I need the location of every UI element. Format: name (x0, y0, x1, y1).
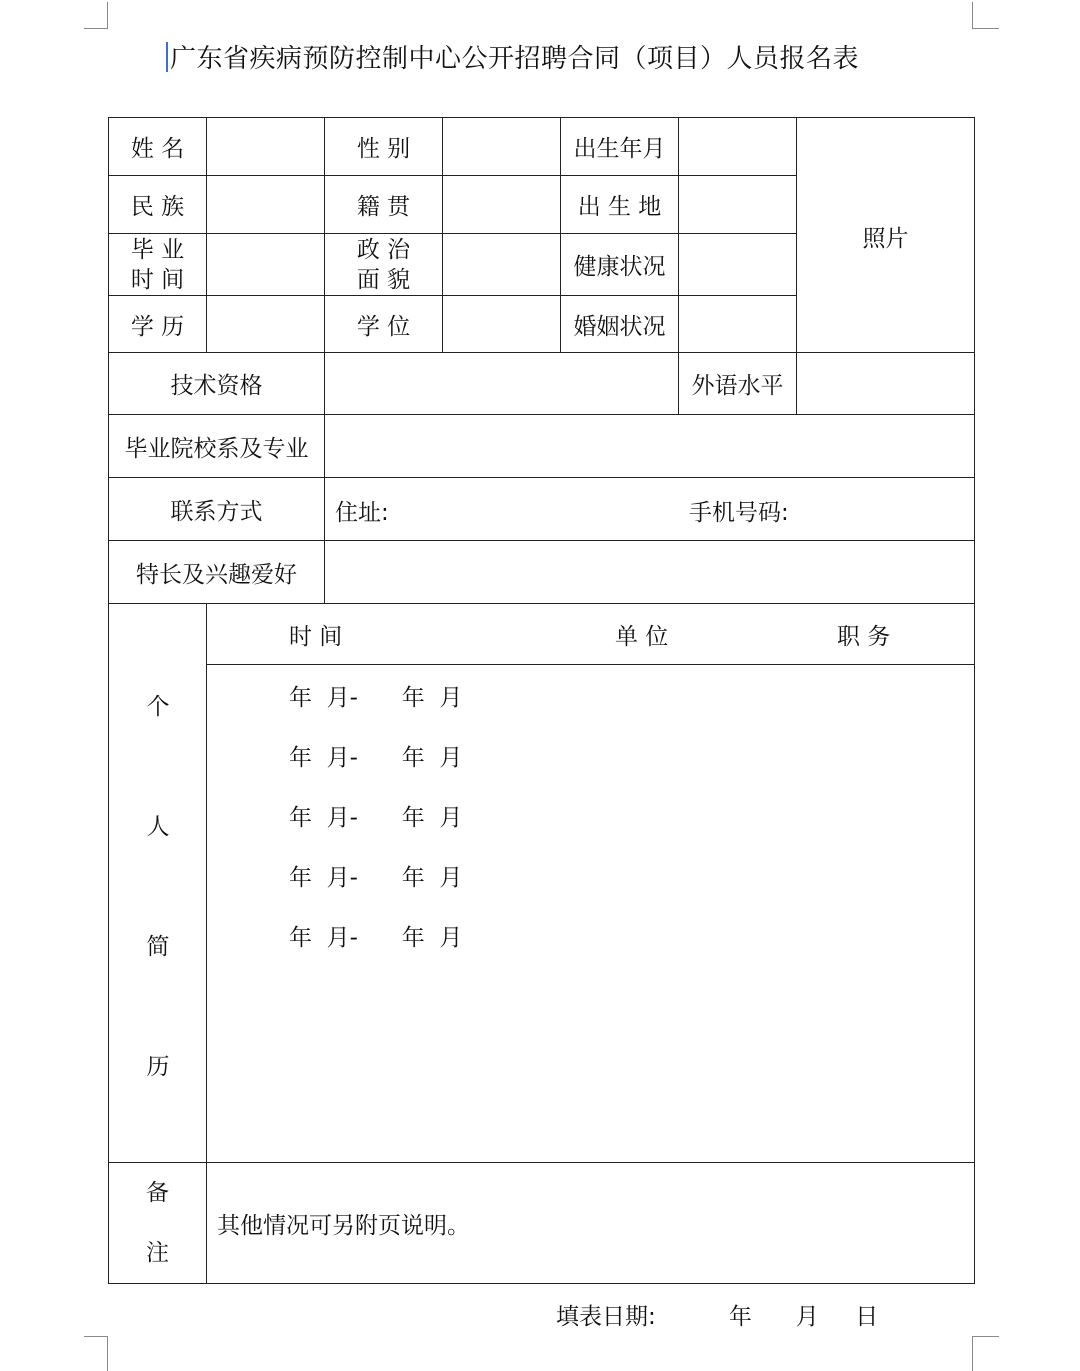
graduation-time-label-line1: 毕 业 (130, 236, 185, 263)
resume-row: 年 月- 年 月 (289, 685, 463, 711)
page-title: 广东省疾病预防控制中心公开招聘合同（项目）人员报名表 (170, 44, 860, 74)
marital-status-label: 婚姻状况 (561, 296, 679, 353)
address-label: 住址: (335, 500, 389, 526)
resume-row: 年 月- 年 月 (289, 805, 463, 831)
hobbies-label: 特长及兴趣爱好 (109, 541, 325, 604)
birthplace-field[interactable] (679, 176, 797, 234)
foreign-language-label: 外语水平 (679, 353, 797, 415)
fill-date: 填表日期: 年 月 日 (556, 1304, 879, 1330)
resume-position-header: 职 务 (837, 624, 891, 650)
marital-status-field[interactable] (679, 296, 797, 353)
political-status-field[interactable] (443, 234, 561, 296)
photo-box[interactable] (797, 118, 975, 353)
birth-date-label: 出生年月 (561, 118, 679, 176)
text-cursor (166, 42, 168, 72)
ethnicity-field[interactable] (207, 176, 325, 234)
ethnicity-label: 民 族 (109, 176, 207, 234)
resume-content[interactable] (207, 604, 975, 1163)
birthplace-label: 出 生 地 (561, 176, 679, 234)
political-status-label-line1: 政 治 (356, 236, 411, 263)
resume-label-char: 简 (146, 934, 170, 960)
native-place-field[interactable] (443, 176, 561, 234)
crop-mark-bottom-left (84, 1336, 108, 1371)
political-status-label (325, 234, 443, 296)
phone-label: 手机号码: (689, 500, 789, 526)
resume-row: 年 月- 年 月 (289, 925, 463, 951)
resume-header (207, 604, 974, 665)
resume-label-cell (109, 604, 207, 1163)
education-label: 学 历 (109, 296, 207, 353)
name-field[interactable] (207, 118, 325, 176)
degree-label: 学 位 (325, 296, 443, 353)
crop-mark-top-right (972, 2, 999, 29)
native-place-label: 籍 贯 (325, 176, 443, 234)
gender-label: 性 别 (325, 118, 443, 176)
resume-unit-header: 单 位 (615, 624, 669, 650)
graduation-time-field[interactable] (207, 234, 325, 296)
name-label: 姓 名 (109, 118, 207, 176)
resume-row: 年 月- 年 月 (289, 745, 463, 771)
photo-label: 照片 (862, 226, 909, 252)
resume-label-char: 人 (146, 814, 170, 840)
tech-qualification-field[interactable] (325, 353, 679, 415)
registration-form-table (108, 117, 975, 1284)
remarks-label-char: 备 (146, 1180, 169, 1206)
graduation-time-label-line2: 时 间 (130, 266, 185, 293)
school-major-field[interactable] (325, 415, 975, 478)
remarks-text: 其他情况可另附页说明。 (217, 1213, 470, 1239)
resume-time-header: 时 间 (289, 624, 343, 650)
education-field[interactable] (207, 296, 325, 353)
resume-label-char: 个 (146, 694, 170, 720)
foreign-language-field[interactable] (797, 353, 975, 415)
gender-field[interactable] (443, 118, 561, 176)
resume-label-char: 历 (146, 1054, 170, 1080)
graduation-time-label (109, 234, 207, 296)
crop-mark-bottom-right (972, 1336, 999, 1371)
remarks-field[interactable] (207, 1163, 975, 1284)
political-status-label-line2: 面 貌 (356, 266, 411, 293)
degree-field[interactable] (443, 296, 561, 353)
resume-row: 年 月- 年 月 (289, 865, 463, 891)
hobbies-field[interactable] (325, 541, 975, 604)
tech-qualification-label: 技术资格 (109, 353, 325, 415)
remarks-label-cell (109, 1163, 207, 1284)
remarks-label-char: 注 (146, 1240, 169, 1266)
crop-mark-top-left (84, 2, 108, 29)
school-major-label: 毕业院校系及专业 (109, 415, 325, 478)
health-field[interactable] (679, 234, 797, 296)
contact-field[interactable] (325, 478, 975, 541)
birth-date-field[interactable] (679, 118, 797, 176)
contact-label: 联系方式 (109, 478, 325, 541)
health-label: 健康状况 (561, 234, 679, 296)
